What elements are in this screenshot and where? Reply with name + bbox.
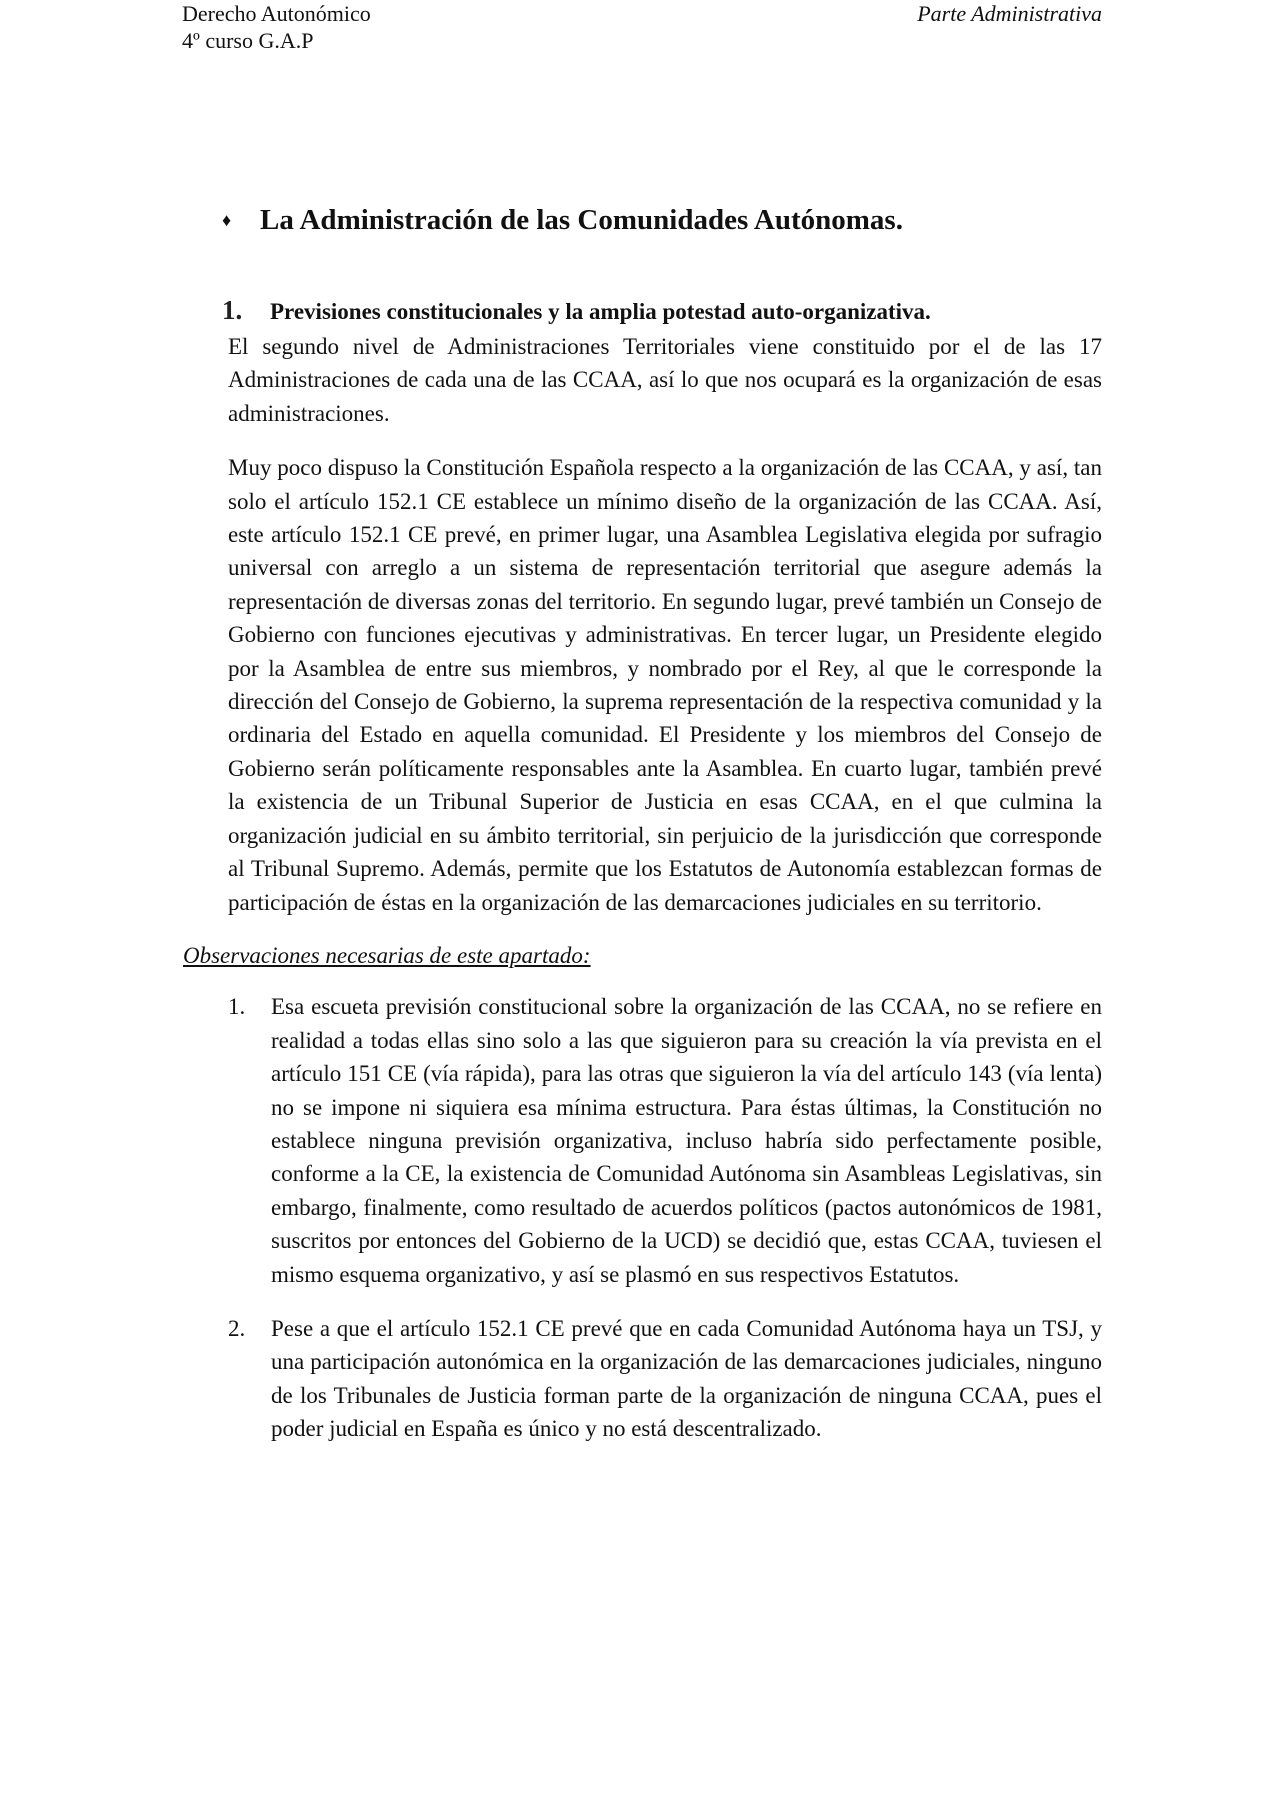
page-header-left — [182, 0, 371, 54]
observation-text: Pese a que el artículo 152.1 CE prevé que en cada Comunidad Autónoma haya un TSJ, y una participación autonómica en la organización de las demarcaciones judiciales, ninguno de los Tribunales de Justicia forman parte de la organización de ninguna CCAA, pues el poder judicial en España es único y no está descentralizado. — [271, 1315, 1102, 1442]
body-paragraph-2: Muy poco dispuso la Constitución Española respecto a la organización de las CCAA, y así, tan solo el artículo 152.1 CE establece un mínimo diseño de la organización de las CCAA. Así, este artículo 152.1 CE prevé, en primer lugar, una Asamblea Legislativa elegida por sufragio universal con arreglo a un sistema de representación territorial que asegure además la representación de diversas zonas del territorio. En segundo lugar, prevé también un Consejo de Gobierno con funciones ejecutivas y administrativas. En tercer lugar, un Presidente elegido por la Asamblea de entre sus miembros, y nombrado por el Rey, al que le corresponde la dirección del Consejo de Gobierno, la suprema representación de la respectiva comunidad y la ordinaria del Estado en aquella comunidad. El Presidente y los miembros del Consejo de Gobierno serán políticamente responsables ante la Asamblea. En cuarto lugar, también prevé la existencia de un Tribunal Superior de Justicia en esas CCAA, en el que culmina la organización judicial en su ámbito territorial, sin perjuicio de la jurisdicción que corresponde al Tribunal Supremo. Además, permite que los Estatutos de Autonomía establezcan formas de participación de éstas en la organización de las demarcaciones judiciales en su territorio. — [228, 455, 1102, 915]
observations-title: Observaciones necesarias de este apartado: — [183, 942, 591, 968]
document-title — [222, 202, 903, 238]
header-section-label: Parte Administrativa — [917, 1, 1102, 26]
header-course-year: 4º curso G.A.P — [182, 28, 314, 53]
observation-item-2 — [228, 1312, 1102, 1446]
observation-number: 1. — [228, 994, 246, 1020]
diamond-bullet-icon: ♦ — [222, 210, 232, 230]
section-heading-text: Previsiones constitucionales y la amplia potestad auto-organizativa. — [270, 299, 931, 324]
section-heading — [222, 294, 931, 328]
section-number: 1. — [222, 295, 243, 325]
header-course-title: Derecho Autonómico — [182, 1, 371, 26]
document-body — [183, 330, 1102, 1467]
document-title-text: La Administración de las Comunidades Autónomas. — [260, 204, 903, 236]
observations-list — [228, 990, 1102, 1445]
observation-item-1 — [228, 990, 1102, 1291]
observation-number: 2. — [228, 1315, 246, 1341]
body-paragraph-1: El segundo nivel de Administraciones Territoriales viene constituido por el de las 17 Administraciones de cada una de las CCAA, así lo que nos ocupará es la organización de esas administraciones. — [228, 334, 1102, 426]
observation-text: Esa escueta previsión constitucional sobre la organización de las CCAA, no se refiere en realidad a todas ellas sino solo a las que siguieron para su creación la vía prevista en el artículo 151 CE (vía rápida), para las otras que siguieron la vía del artículo 143 (vía lenta) no se impone ni siquiera esa mínima estructura. Para éstas últimas, la Constitución no establece ninguna previsión organizativa, incluso habría sido perfectamente posible, conforme a la CE, la existencia de Comunidad Autónoma sin Asambleas Legislativas, sin embargo, finalmente, como resultado de acuerdos políticos (pactos autonómicos de 1981, suscritos por entonces del Gobierno de la UCD) se decidió que, estas CCAA, tuviesen el mismo esquema organizativo, y así se plasmó en sus respectivos Estatutos. — [271, 994, 1102, 1287]
